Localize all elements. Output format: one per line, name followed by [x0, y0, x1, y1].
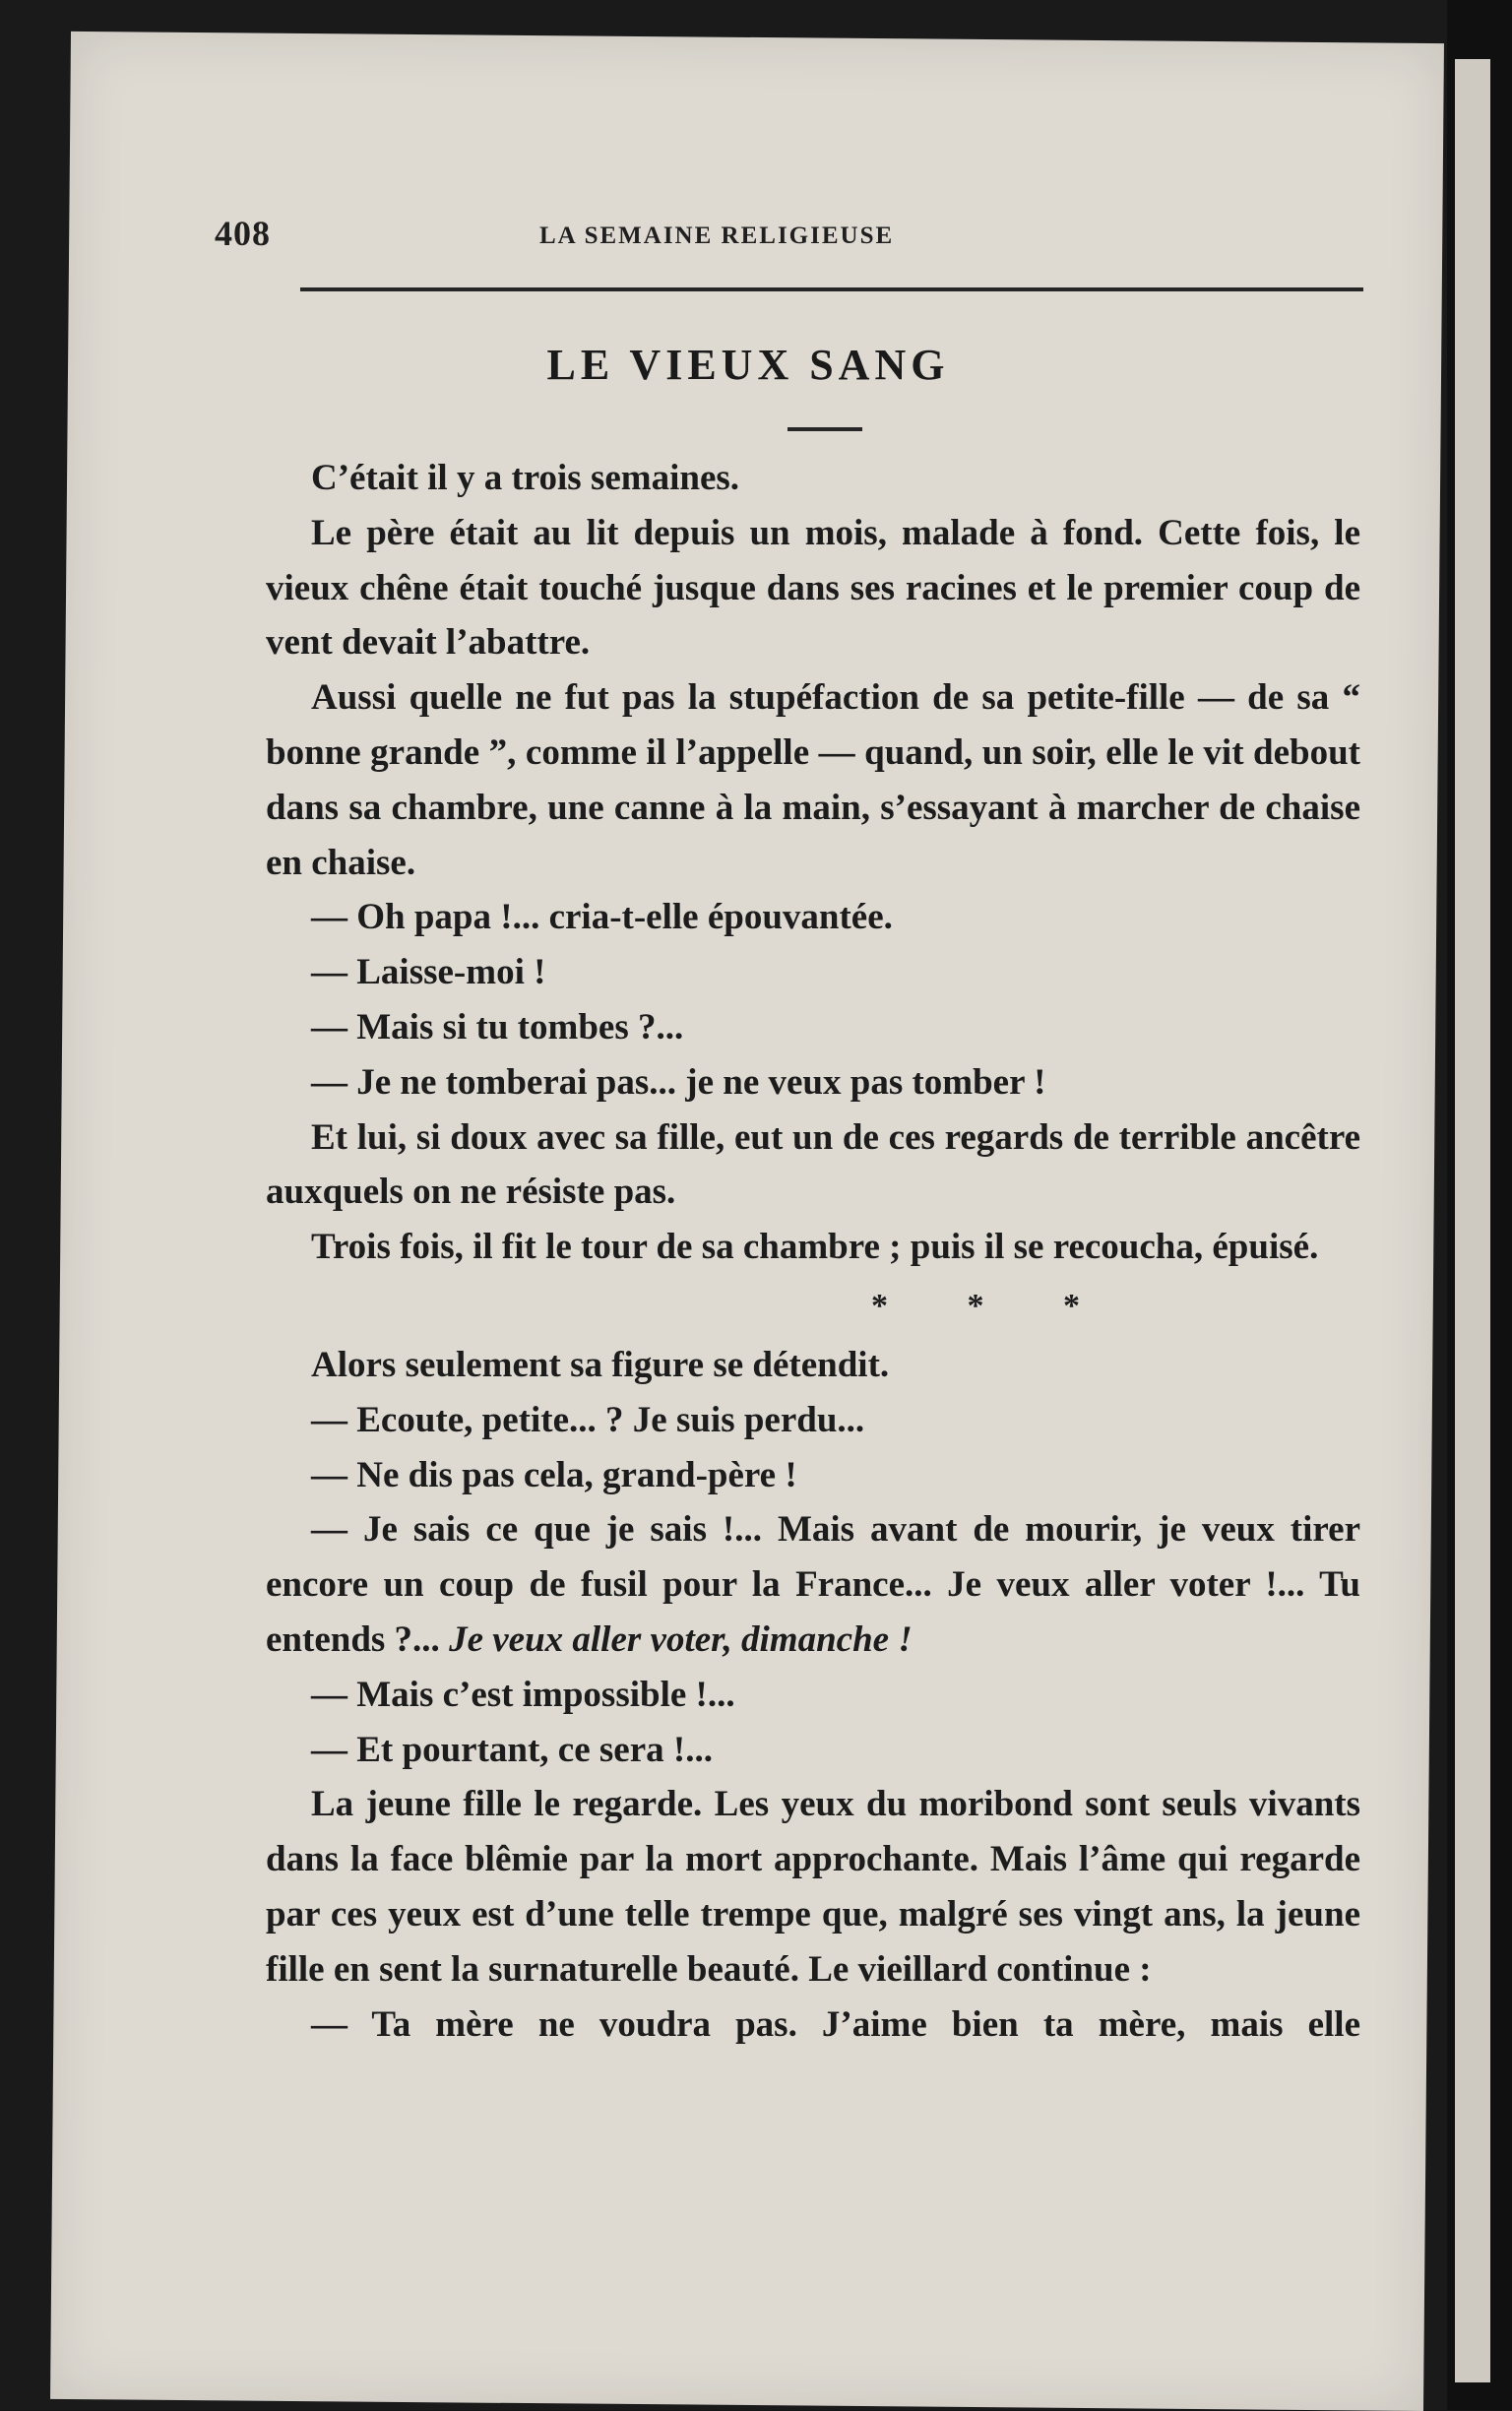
dialogue-line: — Mais si tu tombes ?...: [311, 1006, 684, 1047]
title-dash: [788, 427, 862, 431]
page-header: [215, 205, 1366, 264]
paragraph: Trois fois, il fit le tour de sa chambre ; puis il se recoucha, épuisé.: [311, 1227, 1319, 1268]
paragraph: La jeune fille le regarde. Les yeux du moribond sont seuls vivants dans la face blêmie par la mort approchante. Mais l’âme qui regarde par ces yeux est d’une telle trempe que, malgré ses vingt ans, la jeune fille en sent la surnaturelle beauté. Le vieillard continue :: [266, 1784, 1360, 1990]
dialogue-line: — Mais c’est impossible !...: [311, 1674, 735, 1715]
section-asterism: * * *: [871, 1287, 1115, 1324]
dialogue-line: — Laisse-moi !: [311, 952, 546, 993]
paragraph: Alors seulement sa figure se détendit.: [311, 1344, 890, 1385]
paragraph: Aussi quelle ne fut pas la stupéfaction de sa petite-fille — de sa “ bonne grande ”, comme il l’appelle — quand, un soir, elle le vit debout dans sa chambre, une canne à la main, s’essayant à marcher de chaise en chaise.: [266, 677, 1360, 883]
paragraph: Et lui, si doux avec sa fille, eut un de ces regards de terrible ancêtre auxquels on ne résiste pas.: [266, 1116, 1360, 1213]
dialogue-line-vote: [266, 1502, 1360, 1667]
dialogue-line: — Oh papa !... cria-t-elle épouvantée.: [311, 897, 893, 938]
vote-text: — Je sais ce que je sais !... Mais avant de mourir, je veux tirer encore un coup de fusil pour la France... Je veux aller voter !... Tu entends ?...: [266, 1509, 1360, 1660]
next-page-edge: [1455, 59, 1490, 2382]
paragraph: Le père était au lit depuis un mois, malade à fond. Cette fois, le vieux chêne était touché jusque dans ses racines et le premier coup de vent devait l’abattre.: [266, 512, 1360, 664]
dialogue-line: — Et pourtant, ce sera !...: [311, 1729, 713, 1770]
page-number: 408: [215, 214, 271, 253]
article-title: LE VIEUX SANG: [546, 341, 950, 389]
paragraph: C’était il y a trois semaines.: [311, 458, 740, 498]
dialogue-line: — Je ne tomberai pas... je ne veux pas tomber !: [311, 1061, 1046, 1103]
vote-emphasis: Je veux aller voter, dimanche !: [449, 1618, 913, 1660]
dialogue-line: — Ecoute, petite... ? Je suis perdu...: [311, 1399, 865, 1440]
dialogue-line: — Ne dis pas cela, grand-père !: [311, 1454, 797, 1495]
dialogue-line-continued: — Ta mère ne voudra pas. J’aime bien ta mère, mais elle: [311, 2003, 1360, 2045]
header-rule: [300, 287, 1363, 291]
article-body: [266, 451, 1360, 2052]
running-head: LA SEMAINE RELIGIEUSE: [539, 222, 895, 249]
